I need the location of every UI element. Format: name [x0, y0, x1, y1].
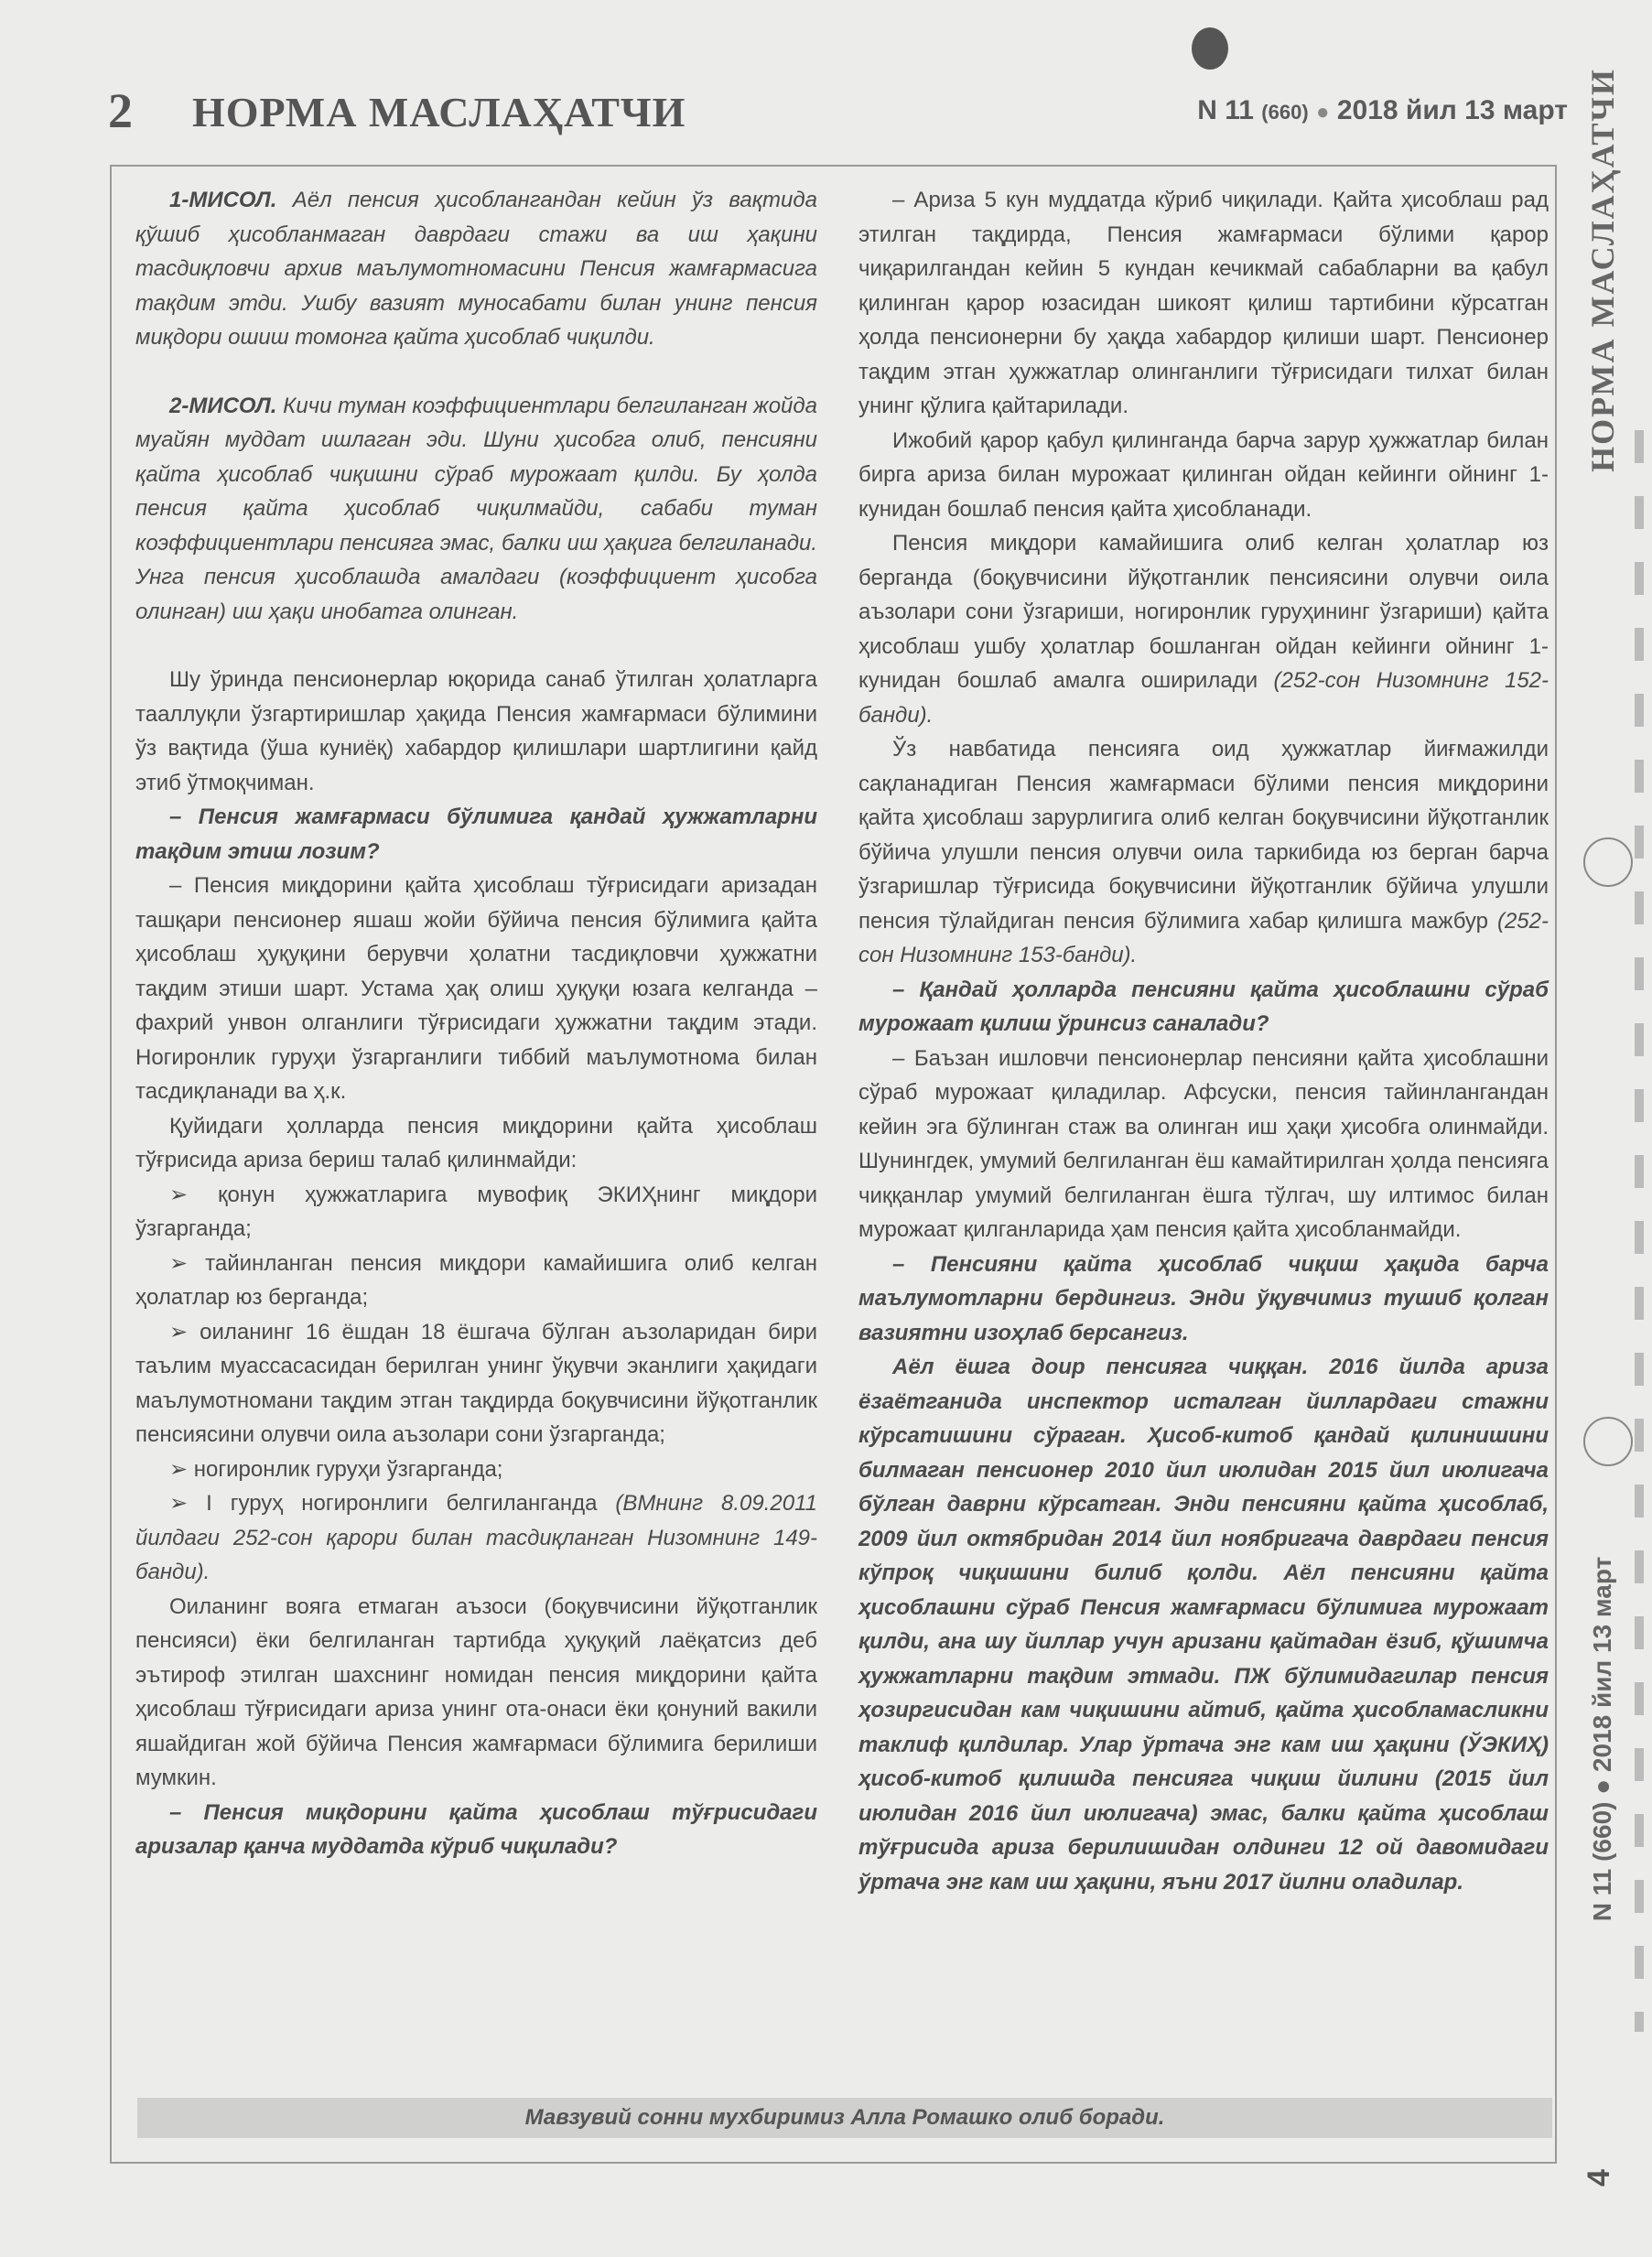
footer-credit: Мавзувий сонни мухбиримиз Алла Ромашко олиб боради.	[524, 2105, 1165, 2130]
paragraph: Оиланинг вояга етмаган аъзоси (боқувчисини йўқотганлик пенсияси) ёки белгиланган тартибда ҳуқуқий лаёқатсиз деб эътироф этилган шахснинг номидан пенсия миқдорини қайта ҳисоблаш тўғрисидаги ариза унинг ота-онаси ёки қонуний вакили яшайдиган жой бўйича Пенсия жамғармаси бўлимига берилиши мумкин.	[135, 1593, 817, 1790]
paragraph: Ўз навбатида пенсияга оид ҳужжатлар йиғмажилди сақланадиган Пенсия жамғармаси бўлими пенсия миқдорини қайта ҳисоблаш зарурлигига олиб келган боқувчисини йўқотганлик бўйича улушли пенсия олувчи оила таркибида юз берган барча ўзгаришлар тўғрисида боқувчисини йўқотганлик бўйича улушли пенсия тўлайдиган пенсия бўлимига хабар қилишга мажбур (252-сон Низомнинг 153-банди).	[858, 737, 1549, 967]
issue-paren: (660)	[1261, 101, 1309, 124]
bullet-icon: ●	[1315, 100, 1330, 124]
issue-info	[1197, 95, 1568, 126]
bullet-item: ➢ оиланинг 16 ёшдан 18 ёшгача бўлган аъзоларидан бири таълим муассасасидан берилган унинг ўқувчи эканлиги ҳақидаги маълумотномани тақдим этган тақдирда боқувчисини йўқотганлик пенсиясини олувчи оила аъзолари сони ўзгарганда;	[135, 1319, 817, 1447]
example-2: 2-МИСОЛ. Кичи туман коэффициентлари белгиланган жойда муайян муддат ишлаган эди. Шуни ҳисобга олиб, пенсияни қайта ҳисоблаб чиқишни сўраб мурожаат қилди. Бу ҳолда пенсия қайта ҳисоблаб чиқилмайди, сабаби туман коэффициентлари пенсияга эмас, балки иш ҳақига белгиланади. Унга пенсия ҳисоблашда амалдаги (коэффициент ҳисобга олинган) иш ҳақи инобатга олинган.	[135, 393, 817, 624]
issue-number: N 11	[1197, 95, 1254, 125]
side-newspaper-title: НОРМА МАСЛАҲАТЧИ	[1584, 68, 1621, 472]
left-column	[135, 183, 817, 1864]
bullet-item: ➢ тайинланган пенсия миқдори камайишига олиб келган ҳолатлар юз берганда;	[135, 1250, 817, 1310]
edge-tick-marks	[1635, 430, 1644, 2032]
bullet-item: ➢ I гуруҳ ногиронлиги белгиланганда (ВМнинг 8.09.2011 йилдаги 252-сон қарори билан тасдиқланган Низомнинг 149-банди).	[135, 1491, 817, 1584]
punch-ring-icon	[1583, 837, 1633, 887]
question: – Қандай ҳолларда пенсияни қайта ҳисоблашни сўраб мурожаат қилиш ўринсиз саналади?	[858, 977, 1549, 1036]
right-column	[858, 183, 1549, 1899]
case-description: Аёл ёшга доир пенсияга чиққан. 2016 йилда ариза ёзаётганида инспектор исталган йиллардаги стажни кўрсатишини сўраган. Ҳисоб-китоб қандай қилинишини билмаган пенсионер 2010 йил июлидан 2015 йил июлигача бўлган даврни кўрсатган. Энди пенсияни қайта ҳисоблаб, 2009 йил октябридан 2014 йил ноябригача даврдаги пенсия кўпроқ чиқишини билиб қолди. Аёл пенсияни қайта ҳисоблашни сўраб Пенсия жамғармаси бўлимига мурожаат қилди, ана шу йиллар учун аризани қайтадан ёзиб, қўшимча ҳужжатларни тақдим этмади. ПЖ бўлимидагилар пенсия ҳозиргисидан кам чиқишини айтиб, қайта ҳисобламасликни таклиф қилдилар. Улар ўртача энг кам иш ҳақини (ЎЭКИҲ) ҳисоб-китоб қилишда пенсияга чиқиш йилини (2015 йил июлидан 2016 йил июлигача) эмас, балки қайта ҳисоблаш тўғрисида ариза берилишидан олдинги 12 ой давомидаги ўртача энг кам иш ҳақини, яъни 2017 йилни оладилар.	[858, 1355, 1549, 1895]
page-number: 2	[108, 83, 133, 138]
question: – Пенсия миқдорини қайта ҳисоблаш тўғрисидаги аризалар қанча муддатда кўриб чиқилади?	[135, 1799, 817, 1859]
paragraph: – Ариза 5 кун муддатда кўриб чиқилади. Қайта ҳисоблаш рад этилган тақдирда, Пенсия жамғармаси бўлими қарор чиқарилгандан кейин 5 кундан кечикмай сабабларни ва қабул қилинган қарор юзасидан шикоят қилиш тартибини кўрсатган ҳолда пенсионерни бу ҳақда хабардор қилиши шарт. Пенсионер тақдим этган ҳужжатлар олинганлиги тўғрисидаги тилхат билан унинг қўлига қайтарилади.	[858, 188, 1549, 418]
bullet-item: ➢ ногиронлик гуруҳи ўзгарганда;	[169, 1456, 503, 1482]
question: – Пенсияни қайта ҳисоблаб чиқиш ҳақида барча маълумотларни бердингиз. Энди ўқувчимиз тушиб қолган вазиятни изоҳлаб берсангиз.	[858, 1251, 1549, 1345]
punch-ring-icon	[1583, 1417, 1633, 1466]
binder-hole	[1192, 27, 1228, 70]
paragraph: Шу ўринда пенсионерлар юқорида санаб ўтилган ҳолатларга тааллуқли ўзгартиришлар ҳақида Пенсия жамғармаси бўлимини ўз вақтида (ўша куниёқ) хабардор қилишлари шартлигини қайд этиб ўтмоқчиман.	[135, 667, 817, 795]
paragraph: Пенсия миқдори камайишига олиб келган ҳолатлар юз берганда (боқувчисини йўқотганлик пенсиясини олувчи оила аъзолари сони ўзгариши, ногиронлик гуруҳининг ўзгариши) қайта ҳисоблаш ушбу ҳолатлар бошланган ойдан кейинги ойнинг 1-кунидан бошлаб амалга оширилади (252-сон Низомнинг 152-банди).	[858, 531, 1549, 728]
paragraph: – Баъзан ишловчи пенсионерлар пенсияни қайта ҳисоблашни сўраб мурожаат қиладилар. Афсуски, пенсия тайинлангандан кейин эга бўлинган стаж ва олинган иш ҳақи ҳисобга олинмайди. Шунингдек, умумий белгиланган ёш камайтирилган ҳолда пенсияга чиққанлар умумий белгиланган ёшга тўлгач, шу илтимос билан мурожаат қилганларида ҳам пенсия қайта ҳисобланмайди.	[858, 1045, 1549, 1242]
question: – Пенсия жамғармаси бўлимига қандай ҳужжатларни тақдим этиш лозим?	[135, 805, 817, 864]
footer-bar	[137, 2098, 1552, 2138]
newspaper-title: НОРМА МАСЛАҲАТЧИ	[192, 89, 686, 135]
example-1: 1-МИСОЛ. Аёл пенсия ҳисоблангандан кейин ўз вақтида қўшиб ҳисобланмаган даврдаги стажи ва иш ҳақини тасдиқловчи архив маълумотномасини Пенсия жамғармасига тақдим этди. Ушбу вазият муносабати билан унинг пенсия миқдори ошиш томонга қайта ҳисоблаб чиқилди.	[135, 188, 817, 350]
issue-date: 2018 йил 13 март	[1336, 95, 1568, 125]
bullet-item: ➢ қонун ҳужжатларига мувофиқ ЭКИҲнинг миқдори ўзгарганда;	[135, 1182, 817, 1241]
paragraph: Ижобий қарор қабул қилинганда барча зарур ҳужжатлар билан бирга ариза билан мурожаат қилинган ойдан кейинги ойнинг 1-кунидан бошлаб пенсия қайта ҳисобланади.	[858, 427, 1549, 522]
paragraph: – Пенсия миқдорини қайта ҳисоблаш тўғрисидаги аризадан ташқари пенсионер яшаш жойи бўйича пенсия бўлимига қайта ҳисоблаш ҳуқуқини берувчи ҳолатни тасдиқловчи ҳужжатни тақдим этиши шарт. Устама ҳақ олиш ҳуқуқи юзага келганда – фахрий унвон олганлиги тўғрисидаги ҳужжатни тақдим этади. Ногиронлик гуруҳи ўзгарганлиги тиббий маълумотнома билан тасдиқланади ва ҳ.к.	[135, 873, 817, 1104]
side-page-number: 4	[1581, 2169, 1616, 2187]
side-issue-info: N 11 (660) ● 2018 йил 13 март	[1588, 1556, 1616, 1922]
paragraph: Қуйидаги ҳолларда пенсия миқдорини қайта ҳисоблаш тўғрисида ариза бериш талаб қилинмайди:	[135, 1113, 817, 1172]
